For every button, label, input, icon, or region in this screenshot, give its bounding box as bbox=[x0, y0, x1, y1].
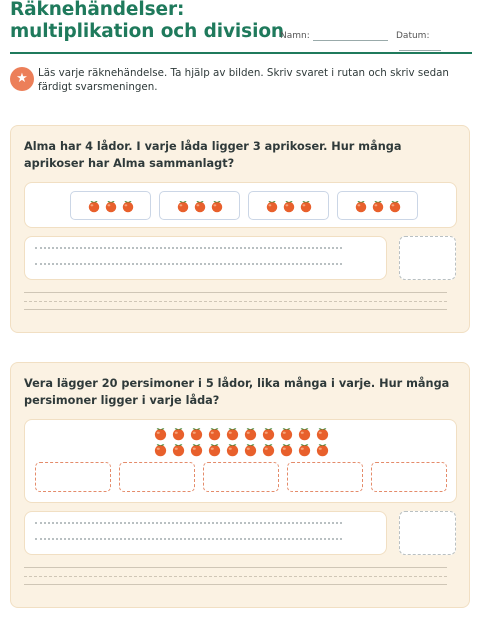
persimmon-icon bbox=[225, 442, 240, 457]
apricot-icon bbox=[176, 199, 190, 213]
persimmon-icon bbox=[279, 426, 294, 441]
persimmon-icon bbox=[297, 426, 312, 441]
header-divider bbox=[10, 52, 472, 54]
dotted-line bbox=[35, 522, 342, 524]
persimmon-icon bbox=[243, 426, 258, 441]
dotted-line bbox=[35, 263, 342, 265]
name-field[interactable] bbox=[280, 31, 388, 41]
fruit-box bbox=[70, 191, 151, 220]
persimmon-icon bbox=[261, 442, 276, 457]
date-label: Datum: bbox=[396, 31, 430, 41]
apricot-icon bbox=[210, 199, 224, 213]
problem-1-boxes bbox=[70, 191, 418, 220]
apricot-icon bbox=[121, 199, 135, 213]
date-line[interactable] bbox=[399, 50, 441, 51]
title-line-2: multiplikation och division bbox=[10, 21, 284, 42]
persimmon-icon bbox=[171, 442, 186, 457]
problem-1-picture bbox=[24, 182, 457, 228]
fruit-box bbox=[337, 191, 418, 220]
problem-1-sentence-box[interactable] bbox=[24, 236, 387, 280]
fruit-box bbox=[159, 191, 240, 220]
empty-box[interactable] bbox=[287, 462, 363, 492]
persimmon-icon bbox=[297, 442, 312, 457]
problem-card-1 bbox=[10, 125, 470, 333]
apricot-icon bbox=[388, 199, 402, 213]
persimmon-icon bbox=[153, 442, 168, 457]
problem-2-empty-boxes bbox=[35, 462, 447, 492]
problem-1-question: Alma har 4 lådor. I varje låda ligger 3 aprikoser. Hur många aprikoser har Alma sammanlagt? bbox=[24, 140, 402, 170]
writing-line-guide bbox=[24, 576, 447, 577]
persimmon-icon bbox=[207, 426, 222, 441]
apricot-icon bbox=[193, 199, 207, 213]
empty-box[interactable] bbox=[203, 462, 279, 492]
problem-2-sentence-box[interactable] bbox=[24, 511, 387, 555]
persimmon-icon bbox=[243, 442, 258, 457]
persimmon-icon bbox=[279, 442, 294, 457]
problem-2-question: Vera lägger 20 persimoner i 5 lådor, lika många i varje. Hur många persimoner ligger i varje låda? bbox=[24, 377, 450, 407]
apricot-icon bbox=[299, 199, 313, 213]
name-line[interactable] bbox=[313, 40, 388, 41]
problem-2-fruit-grid bbox=[153, 426, 333, 457]
apricot-icon bbox=[87, 199, 101, 213]
fruit-box bbox=[248, 191, 329, 220]
worksheet-title bbox=[10, 0, 284, 43]
empty-box[interactable] bbox=[119, 462, 195, 492]
persimmon-icon bbox=[153, 426, 168, 441]
date-field[interactable] bbox=[396, 31, 472, 51]
persimmon-icon bbox=[315, 442, 330, 457]
apricot-icon bbox=[265, 199, 279, 213]
apricot-icon bbox=[371, 199, 385, 213]
apricot-icon bbox=[104, 199, 118, 213]
title-line-1: Räknehändelser: bbox=[10, 0, 185, 20]
writing-line[interactable] bbox=[24, 584, 447, 585]
persimmon-icon bbox=[315, 426, 330, 441]
instructions-text: Läs varje räknehändelse. Ta hjälp av bilden. Skriv svaret i rutan och skriv sedan färdigt svarsmeningen. bbox=[38, 67, 449, 93]
persimmon-icon bbox=[207, 442, 222, 457]
empty-box[interactable] bbox=[35, 462, 111, 492]
problem-card-2 bbox=[10, 362, 470, 608]
problem-2-answer-box[interactable] bbox=[399, 511, 456, 555]
writing-line[interactable] bbox=[24, 309, 447, 310]
problem-2-picture bbox=[24, 419, 457, 503]
persimmon-icon bbox=[171, 426, 186, 441]
dotted-line bbox=[35, 538, 342, 540]
persimmon-icon bbox=[225, 426, 240, 441]
worksheet-header bbox=[10, 0, 472, 52]
instructions bbox=[10, 64, 470, 98]
writing-line[interactable] bbox=[24, 292, 447, 293]
apricot-icon bbox=[282, 199, 296, 213]
persimmon-icon bbox=[261, 426, 276, 441]
empty-box[interactable] bbox=[371, 462, 447, 492]
dotted-line bbox=[35, 247, 342, 249]
writing-line[interactable] bbox=[24, 567, 447, 568]
persimmon-icon bbox=[189, 426, 204, 441]
writing-line-guide bbox=[24, 301, 447, 302]
apricot-icon bbox=[354, 199, 368, 213]
persimmon-icon bbox=[189, 442, 204, 457]
name-label: Namn: bbox=[280, 31, 310, 41]
star-icon: ★ bbox=[10, 67, 34, 91]
problem-1-answer-box[interactable] bbox=[399, 236, 456, 280]
